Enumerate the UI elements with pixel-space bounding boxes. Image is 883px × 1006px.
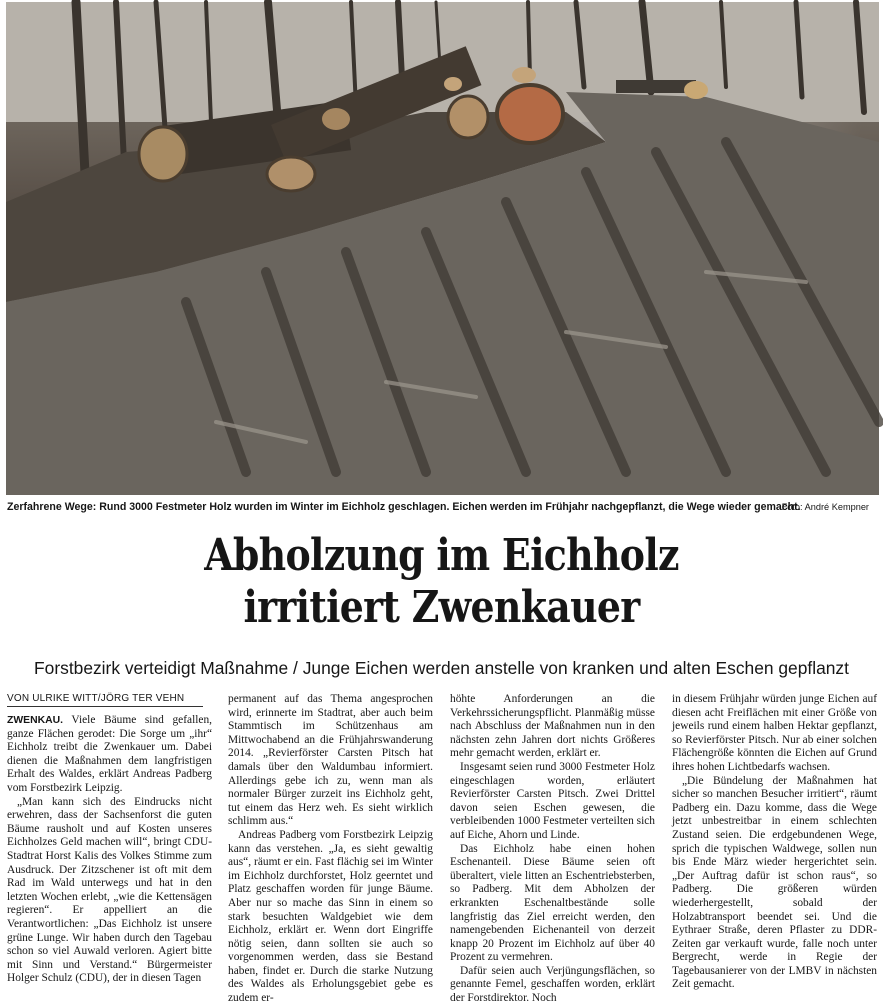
subheadline: Forstbezirk verteidigt Maßnahme / Junge Eichen werden anstelle von kranken und alten Eschen gepflanzt (34, 658, 849, 678)
headline-line-1: Abholzung im Eichholz (204, 530, 679, 581)
article-photo (6, 2, 879, 495)
article-paragraph: „Man kann sich des Eindrucks nicht erwehren, dass der Sachsenforst die guten Bäume rausholt und auf Kosten unseres Eichholzes Geld machen will“, bringt CDU-Stadtrat Horst Kalis des Volkes Stimme zum Ausdruck. Der Zitzschener ist oft mit dem Rad im Wald unterwegs und hat in den letzten Wochen erlebt, „wie die Kettensägen regieren“. Er appelliert an die Verantwortlichen: „Das Eichholz ist unsere grüne Lunge. Wir haben durch den Tagebau schon so viel Auwald verloren. Agiert bitte mit Sinn und Verstand.“ Bürgermeister Holger Schulz (CDU), der in diesen Tagen (7, 795, 212, 985)
article-paragraph: höhte Anforderungen an die Verkehrssicherungspflicht. Planmäßig müsse nach Abschluss der Maßnahmen nun in den nächsten zehn Jahren dort nichts Größeres mehr gemacht werden, erklärt er. (450, 693, 655, 760)
article-paragraph: Das Eichholz habe einen hohen Eschenanteil. Diese Bäume seien oft überaltert, viele litten an Eschentriebsterben, so Padberg. Mit dem Abholzen der erkrankten Eschenaltbestände solle langfristig das Ziel erreicht werden, den namengebenden Eichenanteil von derzeit knapp 20 Prozent im Eichholz auf über 40 Prozent zu vermehren. (450, 842, 655, 964)
headline (62, 530, 821, 634)
article-paragraph: in diesem Frühjahr würden junge Eichen auf diesen acht Freiflächen mit einer Größe von jeweils rund einem halben Hektar gepflanzt, so Revierförster Pitsch. Nur ab einer solchen Flächengröße könnten die Eichen auf Grund ihres hohen Lichtbedarfs wachsen. (672, 693, 877, 773)
article-paragraph: Insgesamt seien rund 3000 Festmeter Holz eingeschlagen worden, erläutert Revierförster Carsten Pitsch. Zwei Drittel davon seien Eschen gewesen, die verbleibenden 1000 Festmeter verteilten sich auf Eiche, Ahorn und Linde. (450, 760, 655, 841)
article-paragraph: ZWENKAU. Viele Bäume sind gefallen, ganze Flächen gerodet: Die Sorge um „ihr“ Eichholz treibt die Zwenkauer um. Dabei dienen die Maßnahmen dem langfristigen Erhalt des Waldes, erklärt Andreas Padberg vom Forstbezirk Leipzig. (7, 714, 212, 794)
article-column-1 (7, 714, 212, 993)
article-column-3 (450, 693, 655, 1005)
dateline: ZWENKAU. (7, 715, 63, 726)
photo-credit: Foto: André Kempner (781, 502, 869, 512)
article-column-2 (228, 693, 433, 1005)
caption-text: Zerfahrene Wege: Rund 3000 Festmeter Holz wurden im Winter im Eichholz geschlagen. Eichen werden im Frühjahr nachgepflanzt, die Wege wieder gemacht. (7, 501, 801, 513)
byline: VON ULRIKE WITT/JÖRG TER VEHN (7, 692, 203, 707)
article-paragraph: permanent auf das Thema angesprochen wird, erinnerte im Stadtrat, aber auch beim Stammtisch im Schützenhaus am Mittwochabend an die Frühjahrswanderung 2014. „Revierförster Carsten Pitsch hat damals über den Waldumbau informiert. Allerdings gebe ich zu, wenn man als normaler Bürger zurzeit ins Eichholz geht, tut einem das Herz weh. Es sieht wirklich schlimm aus.“ (228, 693, 433, 828)
article-paragraph: „Die Bündelung der Maßnahmen hat sicher so manchen Besucher irritiert“, räumt Padberg ein. Dazu komme, dass die Wege jetzt unbestreitbar in einem schlechten Zustand seien. Die erdgebundenen Wege, sprich die typischen Waldwege, sollen nun bis Ende März wieder hergerichtet sein. „Der Auftrag dafür ist schon raus“, so Padberg. Die größeren würden wiederhergestellt, sobald der Holzabtransport beendet sei. Und die Eythraer Straße, deren Pflaster zu DDR-Zeiten gar verkauft wurde, falle noch unter Bergrecht, werde in Regie der Tagebausanierer von der LMBV in nächsten Zeit gemacht. (672, 774, 877, 991)
forest-clearing-photo-icon (6, 2, 879, 495)
headline-line-2: irritiert Zwenkauer (243, 582, 640, 633)
photo-caption (7, 499, 877, 515)
article-paragraph: Dafür seien auch Verjüngungsflächen, so genannte Femel, geschaffen worden, erklärt der Forstdirektor. Noch (450, 964, 655, 1005)
article-paragraph: Andreas Padberg vom Forstbezirk Leipzig kann das verstehen. „Ja, es sieht gewaltig aus“, räumt er ein. Fast flächig sei im Winter im Eichholz durchforstet, Holz geerntet und Platz geschaffen worden für junge Bäume. Aber nur so mache das Sinn in einem so stark besuchten Waldgebiet wie dem Eichholz, erklärt er. Wenn dort Eingriffe nötig seien, dann sollten sie auch so vorgenommen werden, dass sie Bestand haben, findet er. Durch die starke Nutzung des Waldes als Erholungsgebiet gebe es zudem er- (228, 828, 433, 1005)
article-column-4 (672, 693, 877, 993)
